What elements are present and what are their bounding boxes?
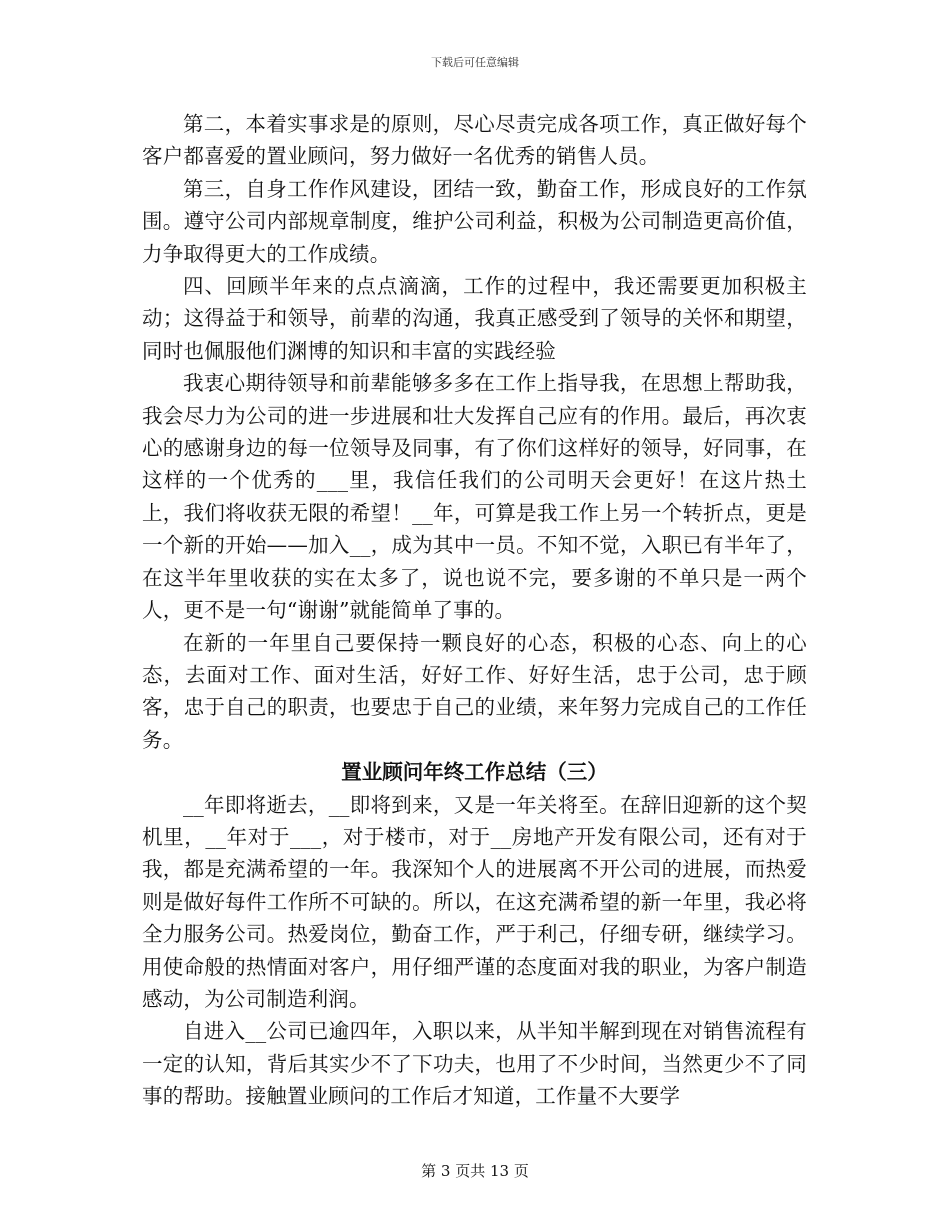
page-footer-number: 第 3 页共 13 页	[421, 1162, 529, 1180]
section-title: 置业顾问年终工作总结（三）	[341, 760, 608, 785]
page-header-note: 下载后可任意编辑	[431, 56, 519, 69]
paragraph: 第二，本着实事求是的原则，尽心尽责完成各项工作，真正做好每个客户都喜爱的置业顾问，努力做好一名优秀的销售人员。	[142, 112, 807, 169]
document-body	[142, 108, 807, 1113]
paragraph: 自进入__公司已逾四年，入职以来，从半知半解到现在对销售流程有一定的认知，背后其实少不了下功夫，也用了不少时间，当然更少不了同事的帮助。接触置业顾问的工作后才知道，工作量不大要学	[142, 1019, 807, 1109]
paragraph: 在新的一年里自己要保持一颗良好的心态，积极的心态、向上的心态，去面对工作、面对生活，好好工作、好好生活，忠于公司，忠于顾客，忠于自己的职责，也要忠于自己的业绩，来年努力完成自己的工作任务。	[142, 630, 807, 752]
paragraph: __年即将逝去，__即将到来，又是一年关将至。在辞旧迎新的这个契机里，__年对于___，对于楼市，对于__房地产开发有限公司，还有对于我，都是充满希望的一年。我深知个人的进展离不开公司的进展，而热爱则是做好每件工作所不可缺的。所以，在这充满希望的新一年里，我必将全力服务公司。热爱岗位，勤奋工作，严于利己，仔细专研，继续学习。用使命般的热情面对客户，用仔细严谨的态度面对我的职业，为客户制造感动，为公司制造利润。	[142, 792, 807, 1011]
paragraph: 四、回顾半年来的点点滴滴，工作的过程中，我还需要更加积极主动；这得益于和领导，前辈的沟通，我真正感受到了领导的关怀和期望，同时也佩服他们渊博的知识和丰富的实践经验	[142, 274, 807, 363]
paragraph: 第三，自身工作作风建设，团结一致，勤奋工作，形成良好的工作氛围。遵守公司内部规章制度，维护公司利益，积极为公司制造更高价值，力争取得更大的工作成绩。	[142, 176, 807, 266]
paragraph: 我衷心期待领导和前辈能够多多在工作上指导我，在思想上帮助我，我会尽力为公司的进一步进展和壮大发挥自己应有的作用。最后，再次衷心的感谢身边的每一位领导及同事，有了你们这样好的领导，好同事，在这样的一个优秀的___里，我信任我们的公司明天会更好！在这片热土上，我们将收获无限的希望！__年，可算是我工作上另一个转折点，更是一个新的开始——加入__，成为其中一员。不知不觉，入职已有半年了，在这半年里收获的实在太多了，说也说不完，要多谢的不单只是一两个人，更不是一句“谢谢”就能简单了事的。	[142, 371, 807, 623]
